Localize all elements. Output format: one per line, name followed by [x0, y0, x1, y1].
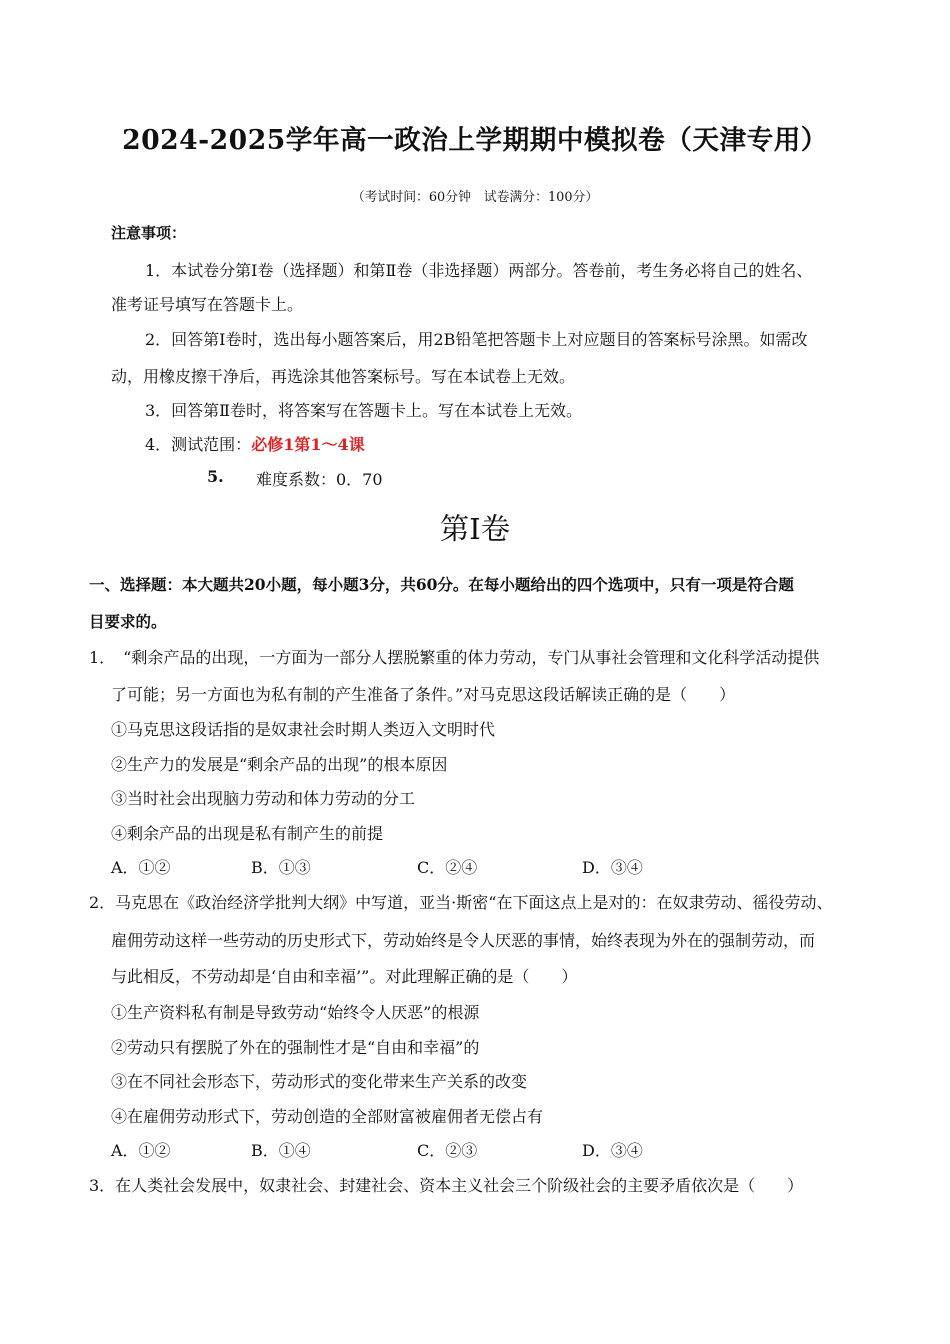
- section-intro-a: 一、选择题：本大题共20小题，每小题3分，共60分。在每小题给出的四个选项中，只有一项是符合题: [89, 575, 794, 594]
- q1-option-c: C．②④: [417, 858, 478, 877]
- q1-statement-1: ①马克思这段话指的是奴隶社会时期人类迈入文明时代: [111, 720, 496, 739]
- q2-statement-2: ②劳动只有摆脱了外在的强制性才是“自由和幸福”的: [111, 1038, 480, 1057]
- page-title: 2024-2025学年高一政治上学期期中模拟卷（天津专用）: [122, 125, 828, 156]
- notice-heading: 注意事项：: [111, 224, 187, 242]
- notice-1b: 准考证号填写在答题卡上。: [111, 295, 304, 314]
- notice-4-prefix: 4．测试范围：: [145, 435, 252, 454]
- q1-option-b: B．①③: [251, 858, 311, 877]
- q1-stem-b: 了可能；另一方面也为私有制的产生准备了条件。”对马克思这段话解读正确的是（ ）: [111, 685, 736, 704]
- q2-stem-a: 2．马克思在《政治经济学批判大纲》中写道，亚当·斯密“在下面这点上是对的：在奴隶劳动、徭役劳动、: [89, 893, 833, 912]
- q2-statement-1: ①生产资料私有制是导致劳动“始终令人厌恶”的根源: [111, 1003, 480, 1022]
- q2-option-c: C．②③: [417, 1141, 478, 1160]
- q2-statement-3: ③在不同社会形态下，劳动形式的变化带来生产关系的改变: [111, 1072, 528, 1091]
- q2-option-d: D．③④: [582, 1141, 643, 1160]
- q1-statement-4: ④剩余产品的出现是私有制产生的前提: [111, 824, 384, 843]
- q1-option-a: A．①②: [111, 858, 171, 877]
- q1-stem-a: 1． “剩余产品的出现，一方面为一部分人摆脱繁重的体力劳动，专门从事社会管理和文化科学活动提供: [89, 648, 820, 667]
- notice-2a: 2．回答第Ⅰ卷时，选出每小题答案后，用2B铅笔把答题卡上对应题目的答案标号涂黑。如需改: [145, 330, 808, 349]
- q2-option-a: A．①②: [111, 1141, 171, 1160]
- notice-5: 难度系数：0．70: [256, 470, 383, 489]
- q1-statement-3: ③当时社会出现脑力劳动和体力劳动的分工: [111, 789, 416, 808]
- section-title: 第Ⅰ卷: [439, 512, 511, 546]
- notice-5-number: 5.: [207, 467, 224, 486]
- notice-2b: 动，用橡皮擦干净后，再选涂其他答案标号。写在本试卷上无效。: [111, 367, 576, 386]
- q2-statement-4: ④在雇佣劳动形式下，劳动创造的全部财富被雇佣者无偿占有: [111, 1107, 544, 1126]
- q2-stem-b: 雇佣劳动这样一些劳动的历史形式下，劳动始终是令人厌恶的事情，始终表现为外在的强制劳动，而: [111, 931, 816, 950]
- exam-info: （考试时间：60分钟 试卷满分：100分）: [351, 190, 599, 205]
- section-intro-b: 目要求的。: [89, 612, 167, 631]
- q2-stem-c: 与此相反，不劳动却是‘自由和幸福’”。对此理解正确的是（ ）: [111, 967, 578, 986]
- q1-option-d: D．③④: [582, 858, 643, 877]
- notice-3: 3．回答第Ⅱ卷时，将答案写在答题卡上。写在本试卷上无效。: [145, 401, 583, 420]
- q1-statement-2: ②生产力的发展是“剩余产品的出现”的根本原因: [111, 755, 448, 774]
- notice-1a: 1．本试卷分第Ⅰ卷（选择题）和第Ⅱ卷（非选择题）两部分。答卷前，考生务必将自己的姓名、: [145, 261, 813, 280]
- q2-option-b: B．①④: [251, 1141, 311, 1160]
- test-scope: 必修1第1～4课: [251, 435, 365, 454]
- q3-stem-a: 3．在人类社会发展中，奴隶社会、封建社会、资本主义社会三个阶级社会的主要矛盾依次是（ ）: [89, 1176, 804, 1195]
- notice-4: [145, 432, 365, 455]
